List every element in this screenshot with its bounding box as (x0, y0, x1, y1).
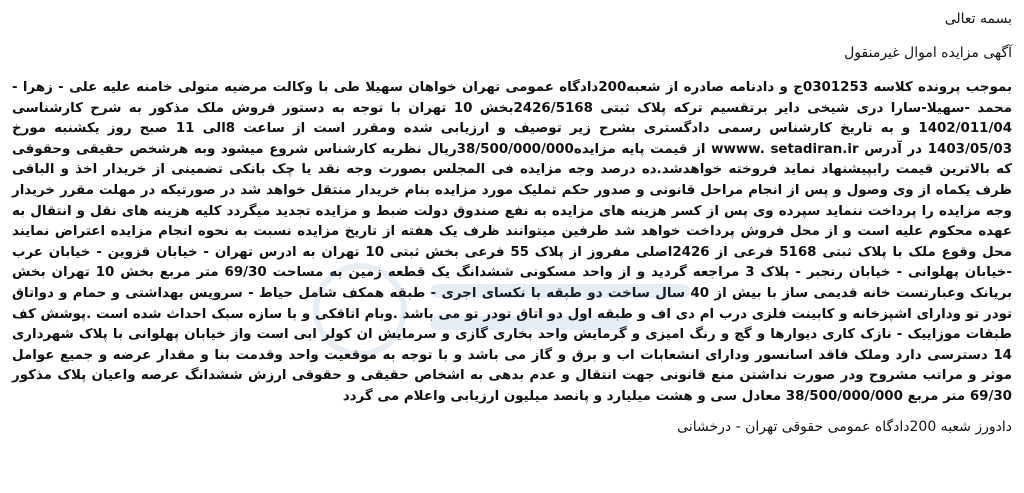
notice-title: آگهی مزایده اموال غیرمنقول (844, 45, 1012, 61)
notice-body: بموجب پرونده کلاسه 0301253ج و دادنامه صادره از شعبه200دادگاه عمومی تهران خواهان سهیلا طی با وکالت مرضیه متولی خامنه علیه علی - زهرا - محمد -سهیلا-سارا دری شیخی دایر برتقسیم ترکه پلاک ثبتی 2426/5168بخش 10 تهران با توجه به دستور فروش ملک مذکور به شرح کارشناسی 1402/011/04 و به تاریخ کارشناس رسمی دادگستری بشرح زیر توصیف و ارزیابی شده ومقرر است از ساعت 8الی 11 صبح روز یکشنبه مورخ 1403/05/03 در آدرس wwww. setadiran.ir از قیمت پایه مزایده38/500/000/000ریال نظریه کارشناس شروع میشود وبه هرشخص حقیقی وحقوقی که بالاترین قیمت رابپیشنهاد نماید فروخته خواهدشد.ده درصد وجه مزایده فی المجلس بصورت وجه نقد یا چک بانکی تضمینی از خریدار اخذ و الباقی ظرف یکماه از وی وصول و پس از انجام مراحل قانونی و صدور حکم تملیک مورد مزایده بنام خریدار منتقل خواهد شد در صورتیکه در مهلت مقرر خریدار وجه مزایده را پرداخت ننماید سپرده وی پس از کسر هزینه های مزایده به نفع صندوق دولت ضبط و مزایده تجدید میگردد کلیه هزینه های نقل و انتقال به عهده محکوم علیه است و از محل فروش پرداخت خواهد شد طرفین میتوانند ظرف یک هفته از تاریخ مزایده نسبت به نحوه انجام مزایده اعتراض نمایند محل وقوع ملک با پلاک ثبتی 5168 فرعی از 2426اصلی مفروز از پلاک 55 فرعی بخش ثبتی 10 تهران به ادرس تهران - خیابان قزوین - خیابان عرب -خیابان پهلوانی - خیابان رنجبر - پلاک 3 مراجعه گردید و از واحد مسکونی ششدانگ یک قطعه زمین به مساحت 69/30 متر مربع بخش 10 تهران بخش بریانک وعبارتست خانه قدیمی ساز با بیش از 40 سال ساخت دو طبقه با نکسای اجری - طبقه همکف شامل حیاط - سرویس بهداشتی و حمام و دواتاق تودر تو ودارای اشپزخانه و کابینت فلزی درب ام دی اف و طبقه اول دو اتاق تودر تو می باشد .وبام اتاقکی و با سازه سبک احداث شده است .پوشش کف طبقات موزاییک - نازک کاری دیوارها و گچ و رنگ امیزی و گرمایش واحد بخاری گازی و سرمایش ان کولر ابی است واز خیابان پهلوانی با پلاک شهرداری 14 دسترسی دارد وملک فاقد اسانسور ودارای انشعابات اب و برق و گاز می باشد و با توجه به موقعیت واحد وقدمت بنا و مقدار عرضه و جمیع عوامل موثر و مراتب مشروح ودر صورت نداشتن منع قانونی جهت انتقال و عدم بدهی به اشخاص حقیقی و حقوقی ارزش ششدانگ عرصه واعیان پلاک مذکور 69/30 متر مربع 38/500/000/000 معادل سی و هشت میلیارد و پانصد میلیون ارزیابی واعلام می گردد (12, 80, 1013, 404)
notice-signature: دادورز شعبه 200دادگاه عمومی حقوقی تهران - درخشانی (677, 418, 1012, 435)
basmala-heading: بسمه تعالی (944, 11, 1012, 27)
